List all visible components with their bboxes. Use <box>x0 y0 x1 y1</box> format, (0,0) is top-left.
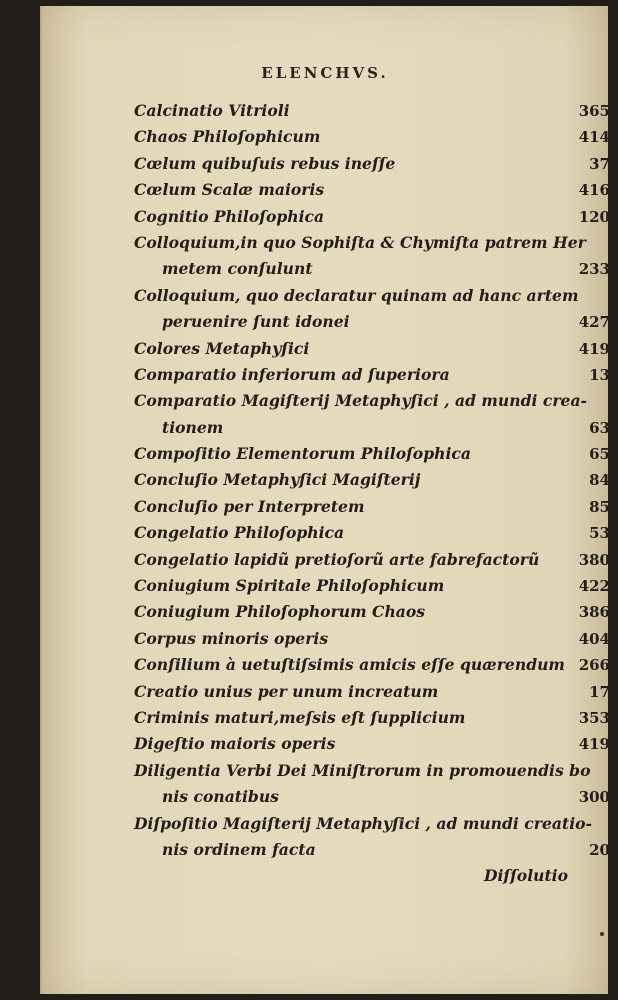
index-entry <box>134 124 614 150</box>
entry-page-number: 65 <box>589 445 610 464</box>
entry-page-number: 404 <box>578 629 610 648</box>
entry-text: peruenire ſunt idonei <box>162 312 350 332</box>
entry-page-number: 419 <box>578 339 610 358</box>
entry-page-number: 416 <box>578 181 610 200</box>
entry-page-number: 84 <box>589 471 610 490</box>
entry-page-number: 427 <box>578 313 610 332</box>
entry-page-number: 300 <box>578 788 610 807</box>
index-entry <box>134 230 614 256</box>
entry-page-number: 17 <box>589 682 610 701</box>
entry-page-number: 85 <box>589 497 610 516</box>
entry-text: metem conſulunt <box>162 259 313 279</box>
index-entry <box>134 336 614 362</box>
entry-text: Digeſtio maioris operis <box>134 734 336 754</box>
entry-page-number: 20 <box>589 840 610 859</box>
entry-text: Cœlum quibuſuis rebus ineſſe <box>134 153 396 173</box>
entry-page-number: 380 <box>578 550 610 569</box>
index-entry <box>134 441 614 467</box>
index-entry <box>134 626 614 652</box>
entry-text: Cognitio Philoſophica <box>134 206 325 226</box>
index-entry <box>134 599 614 625</box>
entry-text: Coniugium Spiritale Philoſophicum <box>134 576 445 596</box>
entry-page-number: 422 <box>578 577 610 596</box>
entry-page-number: 233 <box>578 260 610 279</box>
index-entries <box>134 98 614 863</box>
index-entry <box>134 705 614 731</box>
index-entry <box>134 467 614 493</box>
entry-text: Diſpoſitio Magiſterij Metaphyſici , ad mundi creatio- <box>134 813 593 833</box>
index-entry <box>134 177 614 203</box>
index-entry <box>134 520 614 546</box>
index-entry <box>134 283 614 309</box>
ink-spot <box>600 932 604 936</box>
entry-text: tionem <box>162 417 224 437</box>
entry-page-number: 414 <box>578 128 610 147</box>
entry-page-number: 63 <box>589 418 610 437</box>
entry-text: Congelatio lapidũ pretioſorũ arte fabrefactorũ <box>134 549 540 569</box>
entry-page-number: 419 <box>578 735 610 754</box>
index-entry <box>134 204 614 230</box>
index-entry <box>134 679 614 705</box>
entry-text: Conſilium à uetuſtiſsimis amicis eſſe quærendum <box>134 655 565 675</box>
index-entry <box>134 837 614 863</box>
entry-text: Corpus minoris operis <box>134 628 329 648</box>
entry-text: Chaos Philoſophicum <box>134 127 321 147</box>
entry-page-number: 53 <box>589 524 610 543</box>
entry-text: nis conatibus <box>162 787 279 807</box>
catchword: Diſſolutio <box>483 866 568 885</box>
index-entry <box>134 415 614 441</box>
index-entry <box>134 731 614 757</box>
index-entry <box>134 573 614 599</box>
index-entry <box>134 309 614 335</box>
entry-text: Compoſitio Elementorum Philoſophica <box>134 444 471 464</box>
entry-text: Comparatio Magiſterij Metaphyſici , ad mundi crea- <box>134 391 588 411</box>
index-entry <box>134 256 614 282</box>
entry-text: Creatio unius per unum increatum <box>134 681 439 701</box>
index-entry <box>134 652 614 678</box>
entry-text: Colloquium,in quo Sophiſta & Chymiſta patrem Her <box>134 232 586 252</box>
entry-page-number: 365 <box>578 102 610 120</box>
index-entry <box>134 151 614 177</box>
entry-page-number: 266 <box>578 656 610 675</box>
entry-page-number: 120 <box>578 207 610 226</box>
index-entry <box>134 784 614 810</box>
entry-text: Cœlum Scalæ maioris <box>134 180 325 200</box>
index-entry <box>134 758 614 784</box>
entry-text: Coniugium Philoſophorum Chaos <box>134 602 426 622</box>
index-entry <box>134 811 614 837</box>
entry-page-number: 386 <box>578 603 610 622</box>
entry-text: Concluſio Metaphyſici Magiſterij <box>134 470 421 490</box>
entry-text: Criminis maturi,meſsis eſt ſupplicium <box>134 707 466 727</box>
entry-page-number: 13 <box>589 365 610 384</box>
index-entry <box>134 388 614 414</box>
index-entry <box>134 547 614 573</box>
index-entry <box>134 362 614 388</box>
entry-text: Congelatio Philoſophica <box>134 523 345 543</box>
entry-text: Comparatio inferiorum ad ſuperiora <box>134 364 450 384</box>
entry-text: Calcinatio Vitrioli <box>134 101 290 120</box>
entry-text: Colores Metaphyſici <box>134 338 310 358</box>
page-header: ELENCHVS. <box>261 64 389 82</box>
entry-page-number: 37 <box>589 154 610 173</box>
entry-text: Concluſio per Interpretem <box>134 496 365 516</box>
index-entry <box>134 98 614 124</box>
book-page <box>40 6 608 994</box>
entry-text: Colloquium, quo declaratur quinam ad hanc artem <box>134 285 579 305</box>
index-entry <box>134 494 614 520</box>
entry-text: nis ordinem facta <box>162 839 316 859</box>
entry-text: Diligentia Verbi Dei Miniſtrorum in promouendis bo <box>134 760 591 780</box>
entry-page-number: 353 <box>578 708 610 727</box>
